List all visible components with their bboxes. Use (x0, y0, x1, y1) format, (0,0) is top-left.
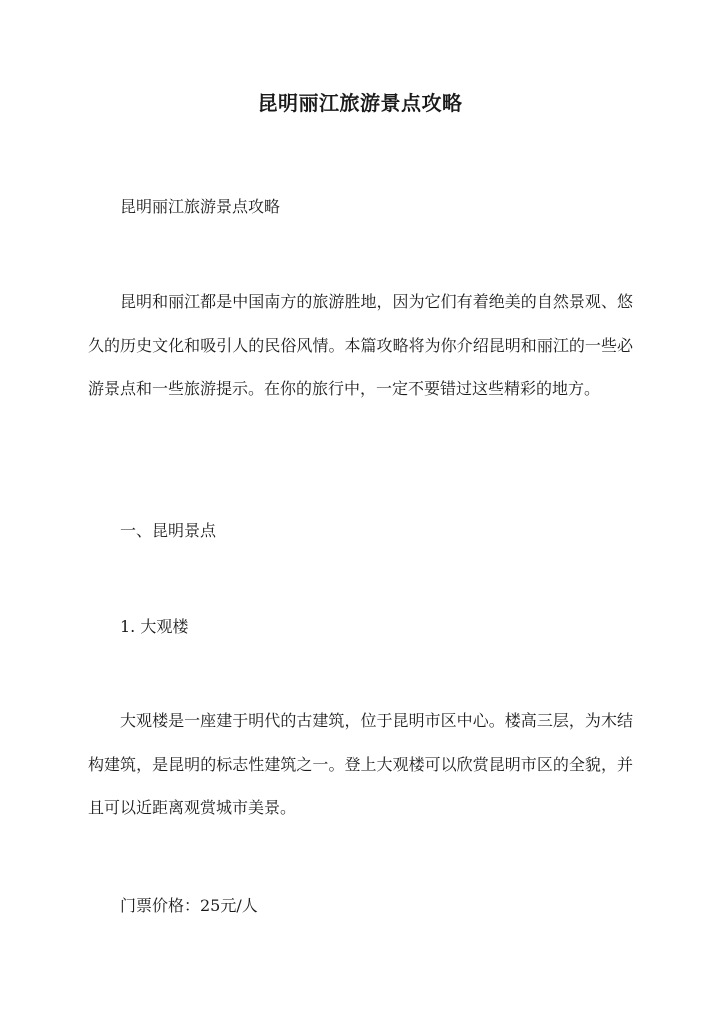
daguanlou-description: 大观楼是一座建于明代的古建筑，位于昆明市区中心。楼高三层，为木结构建筑，是昆明的标志性建筑之一。登上大观楼可以欣赏昆明市区的全貌，并且可以近距离观赏城市美景。 (88, 711, 633, 817)
document-title: 昆明丽江旅游景点攻略 (257, 91, 463, 115)
section-heading-kunming: 一、昆明景点 (120, 521, 217, 540)
intro-paragraph: 昆明和丽江都是中国南方的旅游胜地，因为它们有着绝美的自然景观、悠久的历史文化和吸引人的民俗风情。本篇攻略将为你介绍昆明和丽江的一些必游景点和一些旅游提示。在你的旅行中，一定不要错过这些精彩的地方。 (88, 292, 633, 398)
document-subtitle: 昆明丽江旅游景点攻略 (120, 197, 281, 216)
item-heading-daguanlou: 1. 大观楼 (120, 617, 189, 636)
ticket-price: 门票价格：25元/人 (120, 896, 258, 915)
